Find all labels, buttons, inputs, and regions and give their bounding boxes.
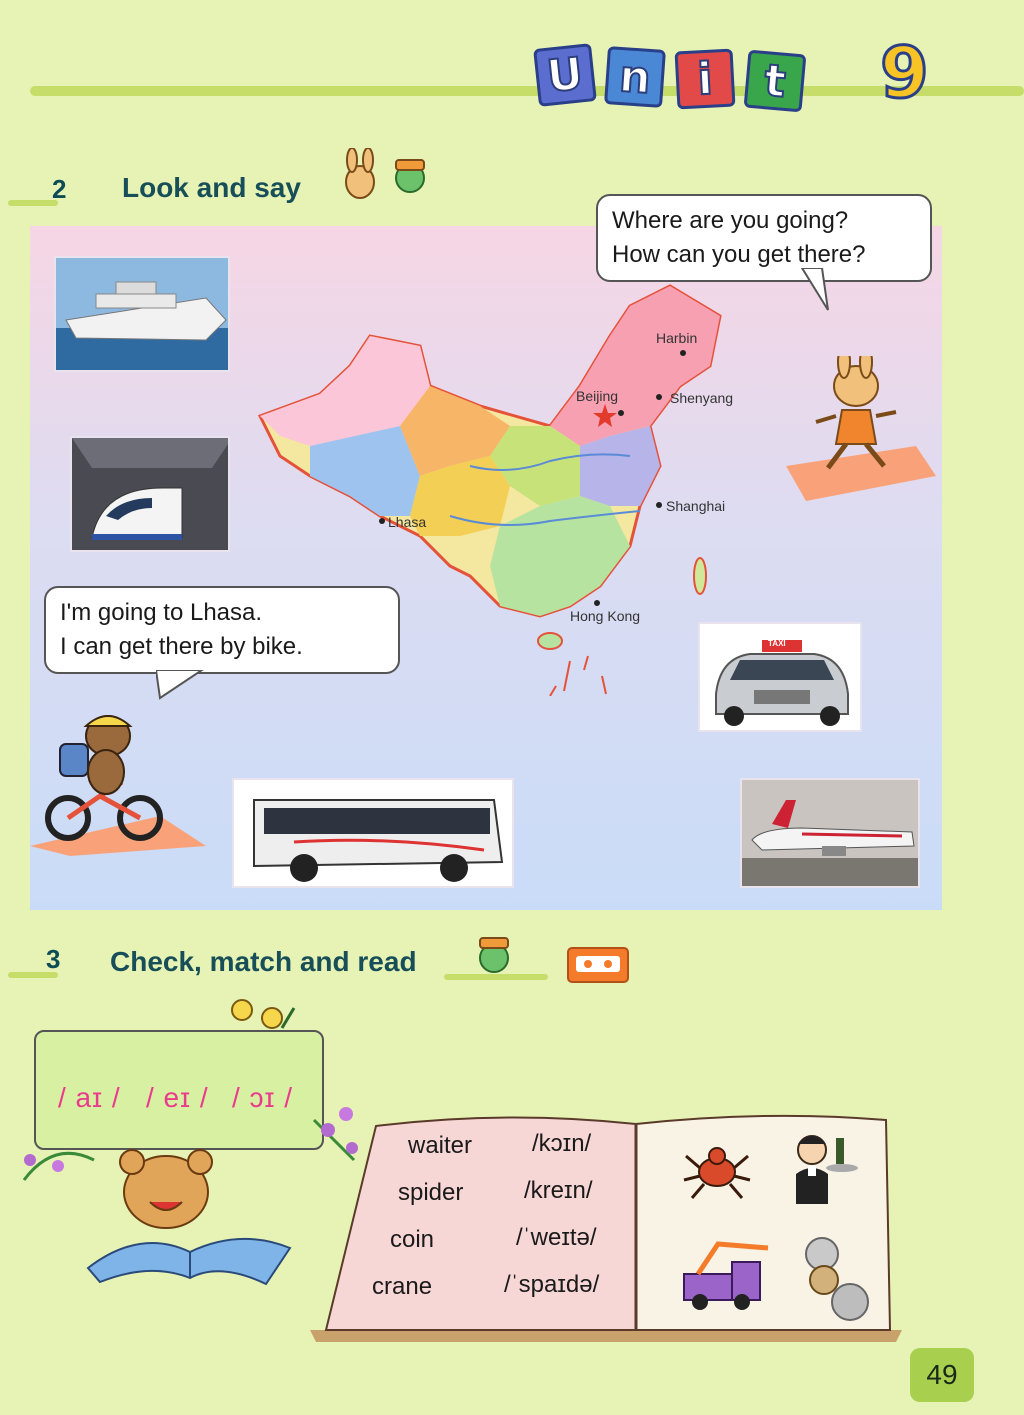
train-icon xyxy=(72,438,230,552)
bear-reading-icon xyxy=(80,1148,310,1288)
city-beijing: Beijing xyxy=(576,388,619,404)
beijing-dot xyxy=(618,410,624,416)
ship-photo xyxy=(54,256,230,372)
harbin-dot xyxy=(680,350,686,356)
unit-letter-u: U xyxy=(533,43,597,107)
phoneme-ei: / eɪ / xyxy=(146,1082,209,1113)
city-shanghai: Shanghai xyxy=(666,498,726,514)
bus-photo xyxy=(232,778,514,888)
waiter-icon xyxy=(782,1128,862,1208)
header-stripe xyxy=(30,86,1024,96)
transcription-4: /ˈspaɪdə/ xyxy=(504,1271,600,1298)
spider-icon xyxy=(682,1134,752,1204)
shenyang-dot xyxy=(656,394,662,400)
taxi-sign: TAXI xyxy=(768,639,786,648)
city-lhasa: Lhasa xyxy=(388,514,427,530)
cassette-icon xyxy=(566,946,630,984)
bubble-top-line1: Where are you going? xyxy=(612,207,849,234)
bus-icon xyxy=(234,780,514,888)
word-coin: coin xyxy=(390,1226,435,1253)
word-spider: spider xyxy=(398,1179,464,1206)
word-waiter: waiter xyxy=(408,1132,473,1159)
section2-number: 2 xyxy=(52,174,67,204)
rabbit-character-icon xyxy=(766,356,946,506)
bubble-left-line2: I can get there by bike. xyxy=(60,633,303,660)
transcription-3: /ˈweɪtə/ xyxy=(516,1224,597,1251)
mascots-icon xyxy=(330,148,440,204)
airplane-icon xyxy=(742,780,920,888)
hongkong-dot xyxy=(594,600,600,606)
word-crane: crane xyxy=(372,1273,433,1300)
unit-letter-n: n xyxy=(604,46,666,108)
bubble-left-line1: I'm going to Lhasa. xyxy=(60,599,263,626)
bubble-top-line2: How can you get there? xyxy=(612,241,866,268)
plane-photo xyxy=(740,778,920,888)
lhasa-dot xyxy=(379,518,385,524)
city-harbin: Harbin xyxy=(656,330,698,346)
unit-letter-t: t xyxy=(744,50,807,113)
city-shenyang: Shenyang xyxy=(670,390,734,406)
speech-bubble-left xyxy=(44,586,400,674)
unit-number: 9 xyxy=(880,32,929,114)
crane-truck-icon xyxy=(678,1234,778,1314)
section3-number: 3 xyxy=(46,944,61,974)
unit-letter-i: i xyxy=(675,49,736,110)
city-hong-kong: Hong Kong xyxy=(570,608,641,624)
transcription-2: /kreɪn/ xyxy=(524,1177,593,1204)
section3-title: Check, match and read xyxy=(110,946,417,977)
speech-bubble-top xyxy=(596,194,932,282)
section2-title: Look and say xyxy=(122,172,301,203)
turtle-mascot-icon xyxy=(470,930,520,976)
train-photo xyxy=(70,436,230,552)
transcription-1: /kɔɪn/ xyxy=(532,1130,592,1157)
phoneme-ai: / aɪ / xyxy=(58,1082,121,1113)
phoneme-oi: / ɔɪ / xyxy=(232,1082,294,1113)
map-panel xyxy=(30,207,942,910)
section2-bar xyxy=(8,200,58,206)
monkey-on-bike-icon xyxy=(30,706,220,856)
ship-icon xyxy=(56,258,230,372)
coins-icon xyxy=(798,1234,878,1324)
bubble-left-tail xyxy=(156,670,206,700)
shanghai-dot xyxy=(656,502,662,508)
page-number: 49 xyxy=(910,1348,974,1402)
bubble-top-tail xyxy=(800,268,830,312)
unit-title xyxy=(536,28,866,118)
